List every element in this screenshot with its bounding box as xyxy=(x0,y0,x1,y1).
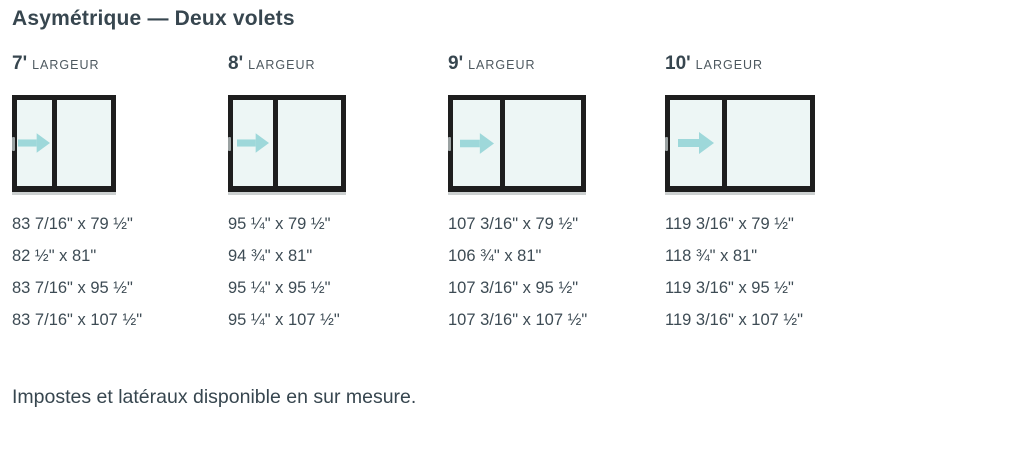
column-header xyxy=(228,53,316,75)
fixed-panel xyxy=(57,100,111,186)
door-diagram-10ft xyxy=(665,95,815,195)
dimension-row: 106 ¾" x 81" xyxy=(448,247,542,265)
column-header xyxy=(665,53,763,75)
door-track xyxy=(228,192,346,195)
sliding-panel xyxy=(453,100,500,186)
size-number: 10' xyxy=(665,53,691,74)
door-diagram-8ft xyxy=(228,95,346,195)
dimension-row: 119 3/16" x 79 ½" xyxy=(665,215,794,233)
dimension-row: 94 ¾" x 81" xyxy=(228,247,313,265)
fixed-panel xyxy=(727,100,810,186)
dimension-row: 118 ¾" x 81" xyxy=(665,247,758,265)
slide-direction-arrow-icon xyxy=(678,131,714,155)
size-unit-label: LARGEUR xyxy=(248,58,316,72)
dimension-list xyxy=(228,208,340,336)
size-unit-label: LARGEUR xyxy=(695,58,764,72)
dimension-row: 83 7/16" x 107 ½" xyxy=(12,311,143,329)
sliding-panel xyxy=(233,100,273,186)
dimension-row: 107 3/16" x 107 ½" xyxy=(448,311,588,329)
door-track xyxy=(665,192,815,195)
dimension-row: 95 ¼" x 79 ½" xyxy=(228,215,331,233)
door-handle xyxy=(665,137,668,151)
size-unit-label: LARGEUR xyxy=(468,58,536,72)
column-header xyxy=(12,53,100,75)
door-frame xyxy=(12,95,116,192)
door-handle xyxy=(12,137,15,151)
sliding-panel xyxy=(17,100,52,186)
slide-direction-arrow-icon xyxy=(460,132,494,155)
dimension-row: 83 7/16" x 95 ½" xyxy=(12,279,133,297)
dimension-row: 107 3/16" x 79 ½" xyxy=(448,215,579,233)
size-unit-label: LARGEUR xyxy=(32,58,100,72)
column-header xyxy=(448,53,536,75)
dimension-row: 83 7/16" x 79 ½" xyxy=(12,215,133,233)
dimension-list xyxy=(448,208,587,336)
dimension-row: 95 ¼" x 107 ½" xyxy=(228,311,340,329)
dimension-row: 107 3/16" x 95 ½" xyxy=(448,279,579,297)
dimension-list xyxy=(12,208,142,336)
size-number: 8' xyxy=(228,53,244,74)
door-frame xyxy=(448,95,586,192)
slide-direction-arrow-icon xyxy=(18,132,50,154)
size-number: 7' xyxy=(12,53,28,74)
dimension-row: 82 ½" x 81" xyxy=(12,247,97,265)
dimension-row: 119 3/16" x 95 ½" xyxy=(665,279,794,297)
size-number: 9' xyxy=(448,53,464,74)
dimension-list xyxy=(665,208,803,336)
door-handle xyxy=(228,137,231,151)
door-track xyxy=(448,192,586,195)
door-diagram-7ft xyxy=(12,95,116,195)
door-frame xyxy=(228,95,346,192)
dimension-row: 95 ¼" x 95 ½" xyxy=(228,279,331,297)
door-frame xyxy=(665,95,815,192)
fixed-panel xyxy=(505,100,581,186)
sliding-panel xyxy=(670,100,722,186)
fixed-panel xyxy=(278,100,341,186)
door-diagram-9ft xyxy=(448,95,586,195)
slide-direction-arrow-icon xyxy=(237,132,269,154)
page-title: Asymétrique — Deux volets xyxy=(12,7,295,30)
custom-size-note: Impostes et latéraux disponible en sur mesure. xyxy=(12,386,417,408)
door-handle xyxy=(448,137,451,151)
dimension-row: 119 3/16" x 107 ½" xyxy=(665,311,804,329)
door-track xyxy=(12,192,116,195)
